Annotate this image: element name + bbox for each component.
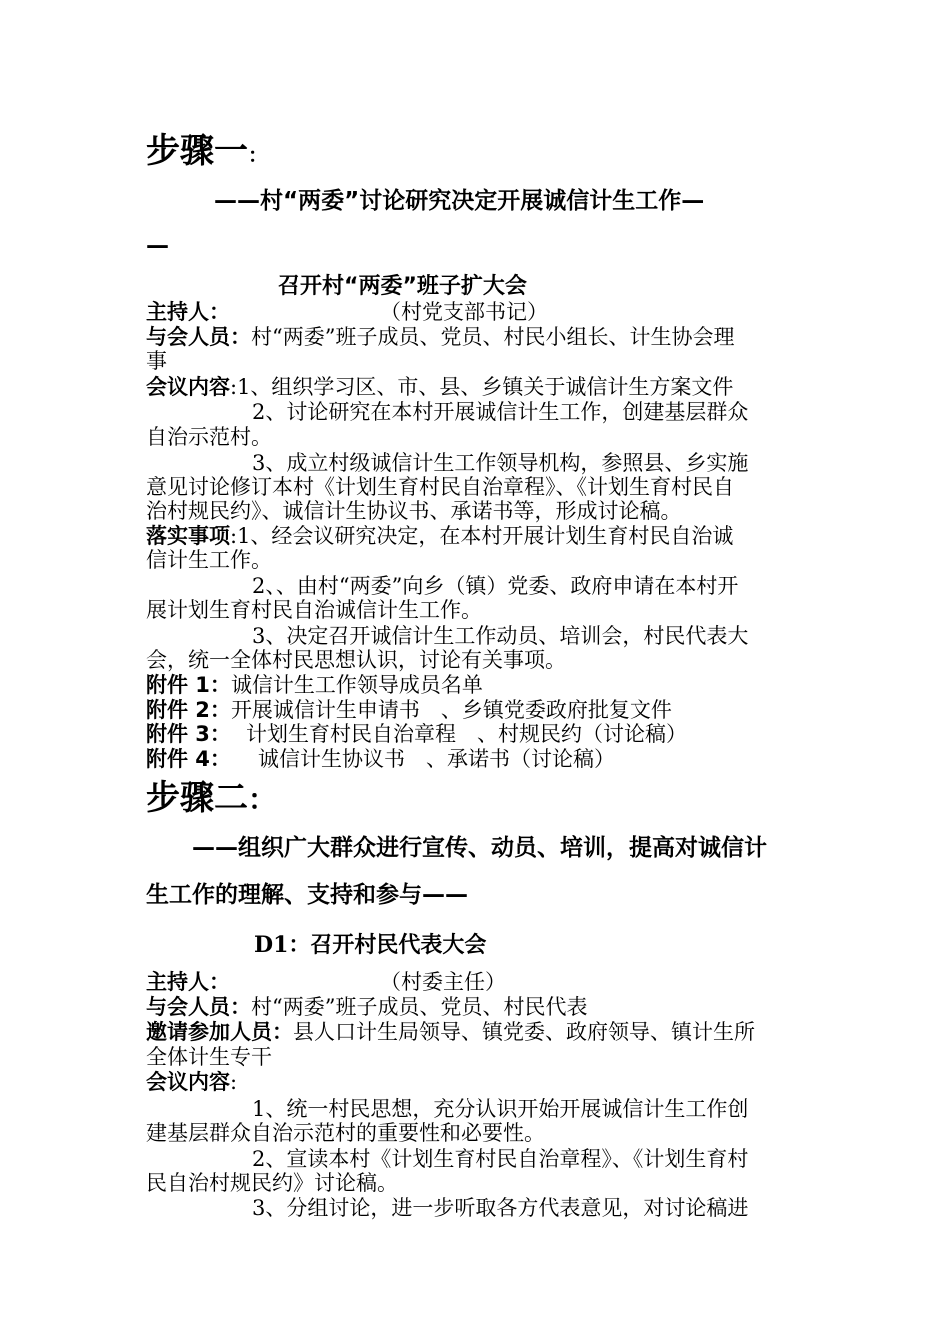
step1-content-item3-line2: 意见讨论修订本村《计划生育村民自治章程》、《计划生育村民自	[146, 475, 734, 499]
step1-content-row	[146, 375, 733, 399]
step1-content-item2-line2: 自治示范村。	[146, 425, 272, 449]
step2-host-label: 主持人：	[146, 970, 230, 994]
step2-content-colon: :	[230, 1070, 238, 1094]
step1-att1-value: 诚信计生工作领导成员名单	[230, 673, 483, 697]
step1-attendees-label: 与会人员：	[146, 325, 251, 349]
step1-attendees-row	[146, 325, 734, 349]
step1-heading-text: 步骤一	[146, 131, 248, 171]
step1-subtitle-line1: ——村“两委”讨论研究决定开展诚信计生工作—	[214, 188, 705, 214]
step2-subtitle-line1: ——组织广大群众进行宣传、动员、培训，提高对诚信计	[192, 835, 767, 861]
step1-att2-value: 开展诚信计生申请书 、乡镇党委政府批复文件	[230, 698, 672, 722]
step2-content-item3-line1: 3、分组讨论，进一步听取各方代表意见，对讨论稿进	[252, 1196, 749, 1220]
step2-attendees-value: 村“两委”班子成员、党员、村民代表	[251, 995, 588, 1019]
step2-invited-line2: 全体计生专干	[146, 1045, 272, 1069]
step1-content-item1: :1、组织学习区、市、县、乡镇关于诚信计生方案文件	[230, 375, 734, 399]
step1-content-label: 会议内容	[146, 375, 230, 399]
step2-invited-line1: 县人口计生局领导、镇党委、政府领导、镇计生所	[293, 1020, 755, 1044]
step2-invited-row	[146, 1020, 755, 1044]
step1-attendees-line2: 事	[146, 349, 167, 373]
step1-host-label: 主持人：	[146, 300, 230, 324]
step1-att4-value: 诚信计生协议书 、承诺书（讨论稿）	[258, 747, 615, 771]
step2-invited-label: 邀请参加人员：	[146, 1020, 293, 1044]
step1-impl-row	[146, 524, 733, 548]
step1-content-item2-line1: 2、讨论研究在本村开展诚信计生工作，创建基层群众	[252, 400, 749, 424]
step2-host-row	[146, 970, 230, 994]
step2-attendees-row	[146, 995, 587, 1019]
step1-attachment-3	[146, 722, 231, 746]
step1-att3-value: 计划生育村民自治章程 、村规民约（讨论稿）	[246, 722, 687, 746]
step1-impl-item1-line2: 信计生工作。	[146, 548, 272, 572]
step2-content-item2-line2: 民自治村规民约》讨论稿。	[146, 1171, 398, 1195]
step2-content-item2-line1: 2、宣读本村《计划生育村民自治章程》、《计划生育村	[252, 1147, 749, 1171]
step1-heading	[146, 131, 268, 175]
step1-host-value: （村党支部书记）	[380, 300, 548, 324]
step2-host-value: （村委主任）	[380, 970, 506, 994]
step1-meeting-title: 召开村“两委”班子扩大会	[278, 274, 527, 299]
step2-content-item1-line2: 建基层群众自治示范村的重要性和必要性。	[146, 1121, 545, 1145]
step2-heading-colon: ：	[248, 783, 277, 816]
step1-impl-item2-line2: 展计划生育村民自治诚信计生工作。	[146, 598, 482, 622]
step1-att2-label: 附件 2：	[146, 698, 231, 722]
step2-subtitle-line2: 生工作的理解、支持和参与——	[146, 882, 468, 908]
step2-content-label: 会议内容	[146, 1070, 230, 1094]
step1-att3-label: 附件 3：	[146, 722, 231, 746]
step1-content-item3-line3: 治村规民约》、诚信计生协议书、承诺书等，形成讨论稿。	[146, 499, 682, 523]
step1-impl-item1-line1: :1、经会议研究决定，在本村开展计划生育村民自治诚	[230, 524, 734, 548]
step1-attendees-line1: 村“两委”班子成员、党员、村民小组长、计生协会理	[251, 325, 735, 349]
step1-impl-label: 落实事项	[146, 524, 230, 548]
step2-content-item1-line1: 1、统一村民思想，充分认识开始开展诚信计生工作创	[252, 1097, 749, 1121]
step1-heading-colon: ：	[248, 143, 268, 167]
step1-attachment-2	[146, 698, 672, 722]
step2-content-row	[146, 1070, 237, 1094]
step1-subtitle-line2: —	[146, 233, 169, 259]
step1-impl-item2-line1: 2、、由村“两委”向乡（镇）党委、政府申请在本村开	[252, 574, 739, 598]
step1-host-row	[146, 300, 230, 324]
step1-attachment-4	[146, 747, 231, 771]
step1-impl-item3-line2: 会，统一全体村民思想认识，讨论有关事项。	[146, 648, 566, 672]
step1-impl-item3-line1: 3、决定召开诚信计生工作动员、培训会，村民代表大	[252, 624, 749, 648]
step2-heading	[146, 778, 276, 820]
step2-heading-text: 步骤二	[146, 778, 248, 818]
step2-meeting-title: D1：召开村民代表大会	[254, 932, 487, 958]
step1-attachment-1	[146, 673, 483, 697]
step1-att4-label: 附件 4：	[146, 747, 231, 771]
step2-attendees-label: 与会人员：	[146, 995, 251, 1019]
step1-content-item3-line1: 3、成立村级诚信计生工作领导机构，参照县、乡实施	[252, 451, 749, 475]
step1-att1-label: 附件 1：	[146, 673, 231, 697]
